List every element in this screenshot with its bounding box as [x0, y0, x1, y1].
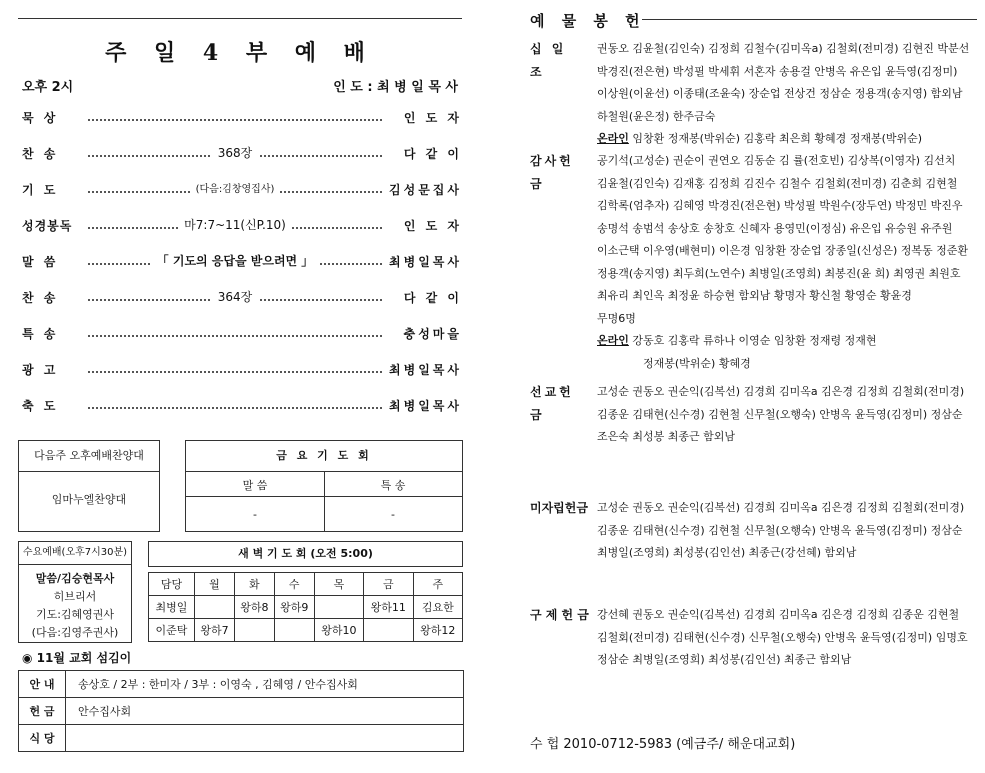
online-label: 온라인: [597, 132, 629, 145]
section-label: 십 일 조: [530, 42, 567, 79]
donor-line: 이상원(이윤선) 이종태(조윤숙) 장순업 전상건 정삼순 정용객(송지영) 함외남: [597, 87, 963, 100]
dawn-cell: [364, 619, 413, 642]
service-title: 주 일 4 부 예 배: [105, 40, 375, 66]
order-row: [22, 394, 462, 416]
donor-line: 송명석 송범석 송상호 송창호 신혜자 용영민(이정심) 유은입 유승원 유주원: [597, 221, 953, 235]
donor-line: 고성순 권동오 권순익(김복선) 김경희 김미옥a 김은경 김정희 김철회(전미경): [597, 501, 965, 514]
order-label: 찬 송: [22, 147, 59, 161]
wednesday-book: 히브리서: [53, 590, 97, 603]
donor-line: 정용객(송지영) 최두희(노연수) 최병일(조영희) 최봉진(윤 희) 최영권 최원호: [597, 266, 961, 280]
section-label: 미자립헌금: [530, 501, 588, 515]
wednesday-service-box: [18, 541, 132, 643]
order-label: 묵 상: [22, 111, 59, 125]
wednesday-next-prayer: (다음:김영주권사): [31, 626, 119, 639]
servers-value: 안수집사회: [66, 698, 464, 725]
dawn-cell: 왕하7: [195, 619, 235, 642]
dawn-header: 화: [234, 573, 274, 596]
offering-divider: [642, 19, 977, 20]
online-donors-cont: 정재봉(박위순) 황혜경: [643, 356, 751, 370]
dawn-prayer-title: 새 벽 기 도 회 (오전 5:00): [238, 547, 373, 560]
order-row: [22, 142, 462, 164]
dawn-cell: 왕하12: [413, 619, 462, 642]
order-label: 기 도: [22, 183, 59, 197]
dawn-cell: [274, 619, 314, 642]
wednesday-title: 수요예배(오후7시30분): [19, 542, 131, 565]
donor-line: 김철회(전미경) 김태현(신수경) 신무철(오행숙) 안병옥 윤득영(김정미) 임명호: [597, 630, 968, 644]
order-row: [22, 250, 462, 272]
servers-table: [18, 670, 464, 752]
order-row: [22, 322, 462, 344]
order-detail: 364장: [212, 290, 259, 304]
order-person: 인 도 자: [384, 217, 462, 234]
order-detail: 마7:7~11(신P.10): [178, 218, 292, 232]
servers-label: 헌 금: [19, 698, 66, 725]
order-label: 성경봉독: [22, 219, 73, 233]
dawn-cell: [234, 619, 274, 642]
dawn-cell: [314, 596, 363, 619]
servers-label: 식 당: [19, 725, 66, 752]
friday-special-song-header: 특 송: [380, 479, 406, 492]
order-person: 다 같 이: [384, 145, 462, 162]
order-person: 김성문집사: [384, 181, 462, 198]
dawn-cell: [195, 596, 235, 619]
donor-line: 하철원(윤은정) 한주금숙: [597, 109, 716, 123]
servers-row: [19, 698, 464, 725]
donor-line: 김윤철(김인숙) 김재홍 김정희 김진수 김철수 김철회(전미경) 김춘희 김현철: [597, 176, 958, 190]
offering-title: 예 물 봉 헌: [530, 12, 646, 30]
servers-title: ◉ 11월 교회 섬김이: [22, 651, 132, 665]
donor-line: 최병일(조영희) 최성봉(김인선) 최종근(강선혜) 함외남: [597, 546, 857, 559]
order-person: 인 도 자: [384, 109, 462, 126]
donor-line: 정삼순 최병일(조영희) 최성봉(김인선) 최종근 함외남: [597, 653, 852, 666]
order-person: 최병일목사: [384, 253, 462, 270]
dawn-cell: 왕하8: [234, 596, 274, 619]
dawn-cell: 이준탁: [149, 619, 195, 642]
donor-line: 이소근택 이우영(배현미) 이은경 임창환 장순업 장종일(신성은) 정복동 정준환: [597, 244, 969, 257]
next-choir-value: 임마누엘찬양대: [51, 493, 127, 506]
dawn-prayer-table: [148, 572, 463, 642]
dawn-header: 월: [195, 573, 235, 596]
online-label: 온라인: [597, 334, 629, 347]
dawn-cell: 왕하10: [314, 619, 363, 642]
donor-line: 무명6명: [597, 311, 636, 325]
dawn-header: 금: [364, 573, 413, 596]
section-label: 구 제 헌 금: [530, 608, 589, 622]
donor-line: 박경진(전은현) 박성필 박세휘 서혼자 송용걸 안병옥 유은입 윤득영(김정미): [597, 64, 958, 78]
dawn-header: 주: [413, 573, 462, 596]
order-detail: (다음:김창영집사): [190, 184, 281, 195]
next-choir-title: 다음주 오후예배찬양대: [19, 441, 159, 472]
top-divider: [18, 18, 462, 19]
section-label: 선교헌금: [530, 385, 574, 422]
friday-special-song-value: -: [391, 508, 395, 521]
order-label: 축 도: [22, 399, 59, 413]
friday-sermon-value: -: [253, 508, 257, 521]
donor-line: 강선혜 권동오 권순익(김복선) 김경희 김미옥a 김은경 김정희 김종운 김현철: [597, 608, 960, 621]
friday-sermon-header: 말 씀: [242, 479, 268, 492]
dawn-prayer-title-box: [148, 541, 463, 567]
donor-line: 공기석(고성순) 권순이 권연오 김동순 김 률(전호빈) 김상복(이영자) 김선치: [597, 154, 956, 167]
dawn-header: 목: [314, 573, 363, 596]
order-label: 광 고: [22, 363, 59, 377]
order-label: 특 송: [22, 327, 59, 341]
online-donors: 임창환 정재봉(박위순) 김홍락 최은희 황혜경 정재봉(박위순): [628, 132, 923, 145]
left-page: [0, 0, 480, 773]
donor-line: 최유리 최인옥 최정윤 하승현 함외남 황명자 황신철 황영순 황윤경: [597, 289, 912, 302]
order-label: 말 씀: [22, 255, 59, 269]
order-person: 최병일목사: [384, 397, 462, 414]
section-label: 감사헌금: [530, 154, 574, 191]
order-person: 충성마을: [384, 325, 462, 342]
servers-row: [19, 671, 464, 698]
service-time: 오후 2시: [22, 80, 74, 95]
order-row: [22, 286, 462, 308]
friday-prayer-box: [185, 440, 463, 532]
order-person: 다 같 이: [384, 289, 462, 306]
dawn-cell: 최병일: [149, 596, 195, 619]
order-detail: 368장: [212, 146, 259, 160]
order-row: [22, 106, 462, 128]
dawn-header-row: [149, 573, 463, 596]
donor-line: 김종운 김태현(신수경) 김현철 신무철(오행숙) 안병옥 윤득영(김정미) 정삼순: [597, 523, 963, 537]
order-row: [22, 214, 462, 236]
dawn-cell: 김요한: [413, 596, 462, 619]
dawn-cell: 왕하9: [274, 596, 314, 619]
dawn-cell: 왕하11: [364, 596, 413, 619]
order-row: [22, 358, 462, 380]
order-label: 찬 송: [22, 291, 59, 305]
donor-line: 김종운 김태현(신수경) 김현철 신무철(오행숙) 안병옥 윤득영(김정미) 정삼순: [597, 407, 963, 421]
donor-line: 김학록(엄추자) 김혜영 박경진(전은현) 박성필 박원수(장두연) 박정민 박진우: [597, 199, 963, 212]
dawn-header: 수: [274, 573, 314, 596]
order-row: [22, 178, 462, 200]
right-page: [520, 0, 985, 773]
online-donors: 강동호 김홍락 류하나 이영순 임창환 정재령 정재현: [628, 334, 877, 347]
servers-label: 안 내: [19, 671, 66, 698]
wednesday-sermon: 말씀/김승현목사: [35, 572, 115, 585]
dawn-row: [149, 619, 463, 642]
order-person: 최병일목사: [384, 361, 462, 378]
wednesday-prayer: 기도:김혜영권사: [35, 608, 115, 621]
servers-value: [66, 725, 464, 752]
sermon-title: 「 기도의 응답을 받으려면 」: [151, 254, 320, 268]
friday-title: 금 요 기 도 회: [186, 441, 462, 472]
donor-line: 권동오 김윤철(김인숙) 김정희 김철수(김미옥a) 김철회(전미경) 김현진 박분선: [597, 42, 970, 55]
servers-row: [19, 725, 464, 752]
donor-line: 고성순 권동오 권순익(김복선) 김경희 김미옥a 김은경 김정희 김철회(전미경): [597, 385, 965, 398]
service-leader: 인 도 : 최 병 일 목 사: [333, 80, 458, 95]
next-choir-box: [18, 440, 160, 532]
servers-value: 송상호 / 2부 : 한미자 / 3부 : 이영숙 , 김혜영 / 안수집사회: [66, 671, 464, 698]
bank-account: 수 헙 2010-0712-5983 (예금주/ 해운대교회): [530, 737, 796, 752]
donor-line: 조은숙 최성봉 최종근 함외남: [597, 430, 736, 443]
dawn-row: [149, 596, 463, 619]
dawn-header: 담당: [149, 573, 195, 596]
